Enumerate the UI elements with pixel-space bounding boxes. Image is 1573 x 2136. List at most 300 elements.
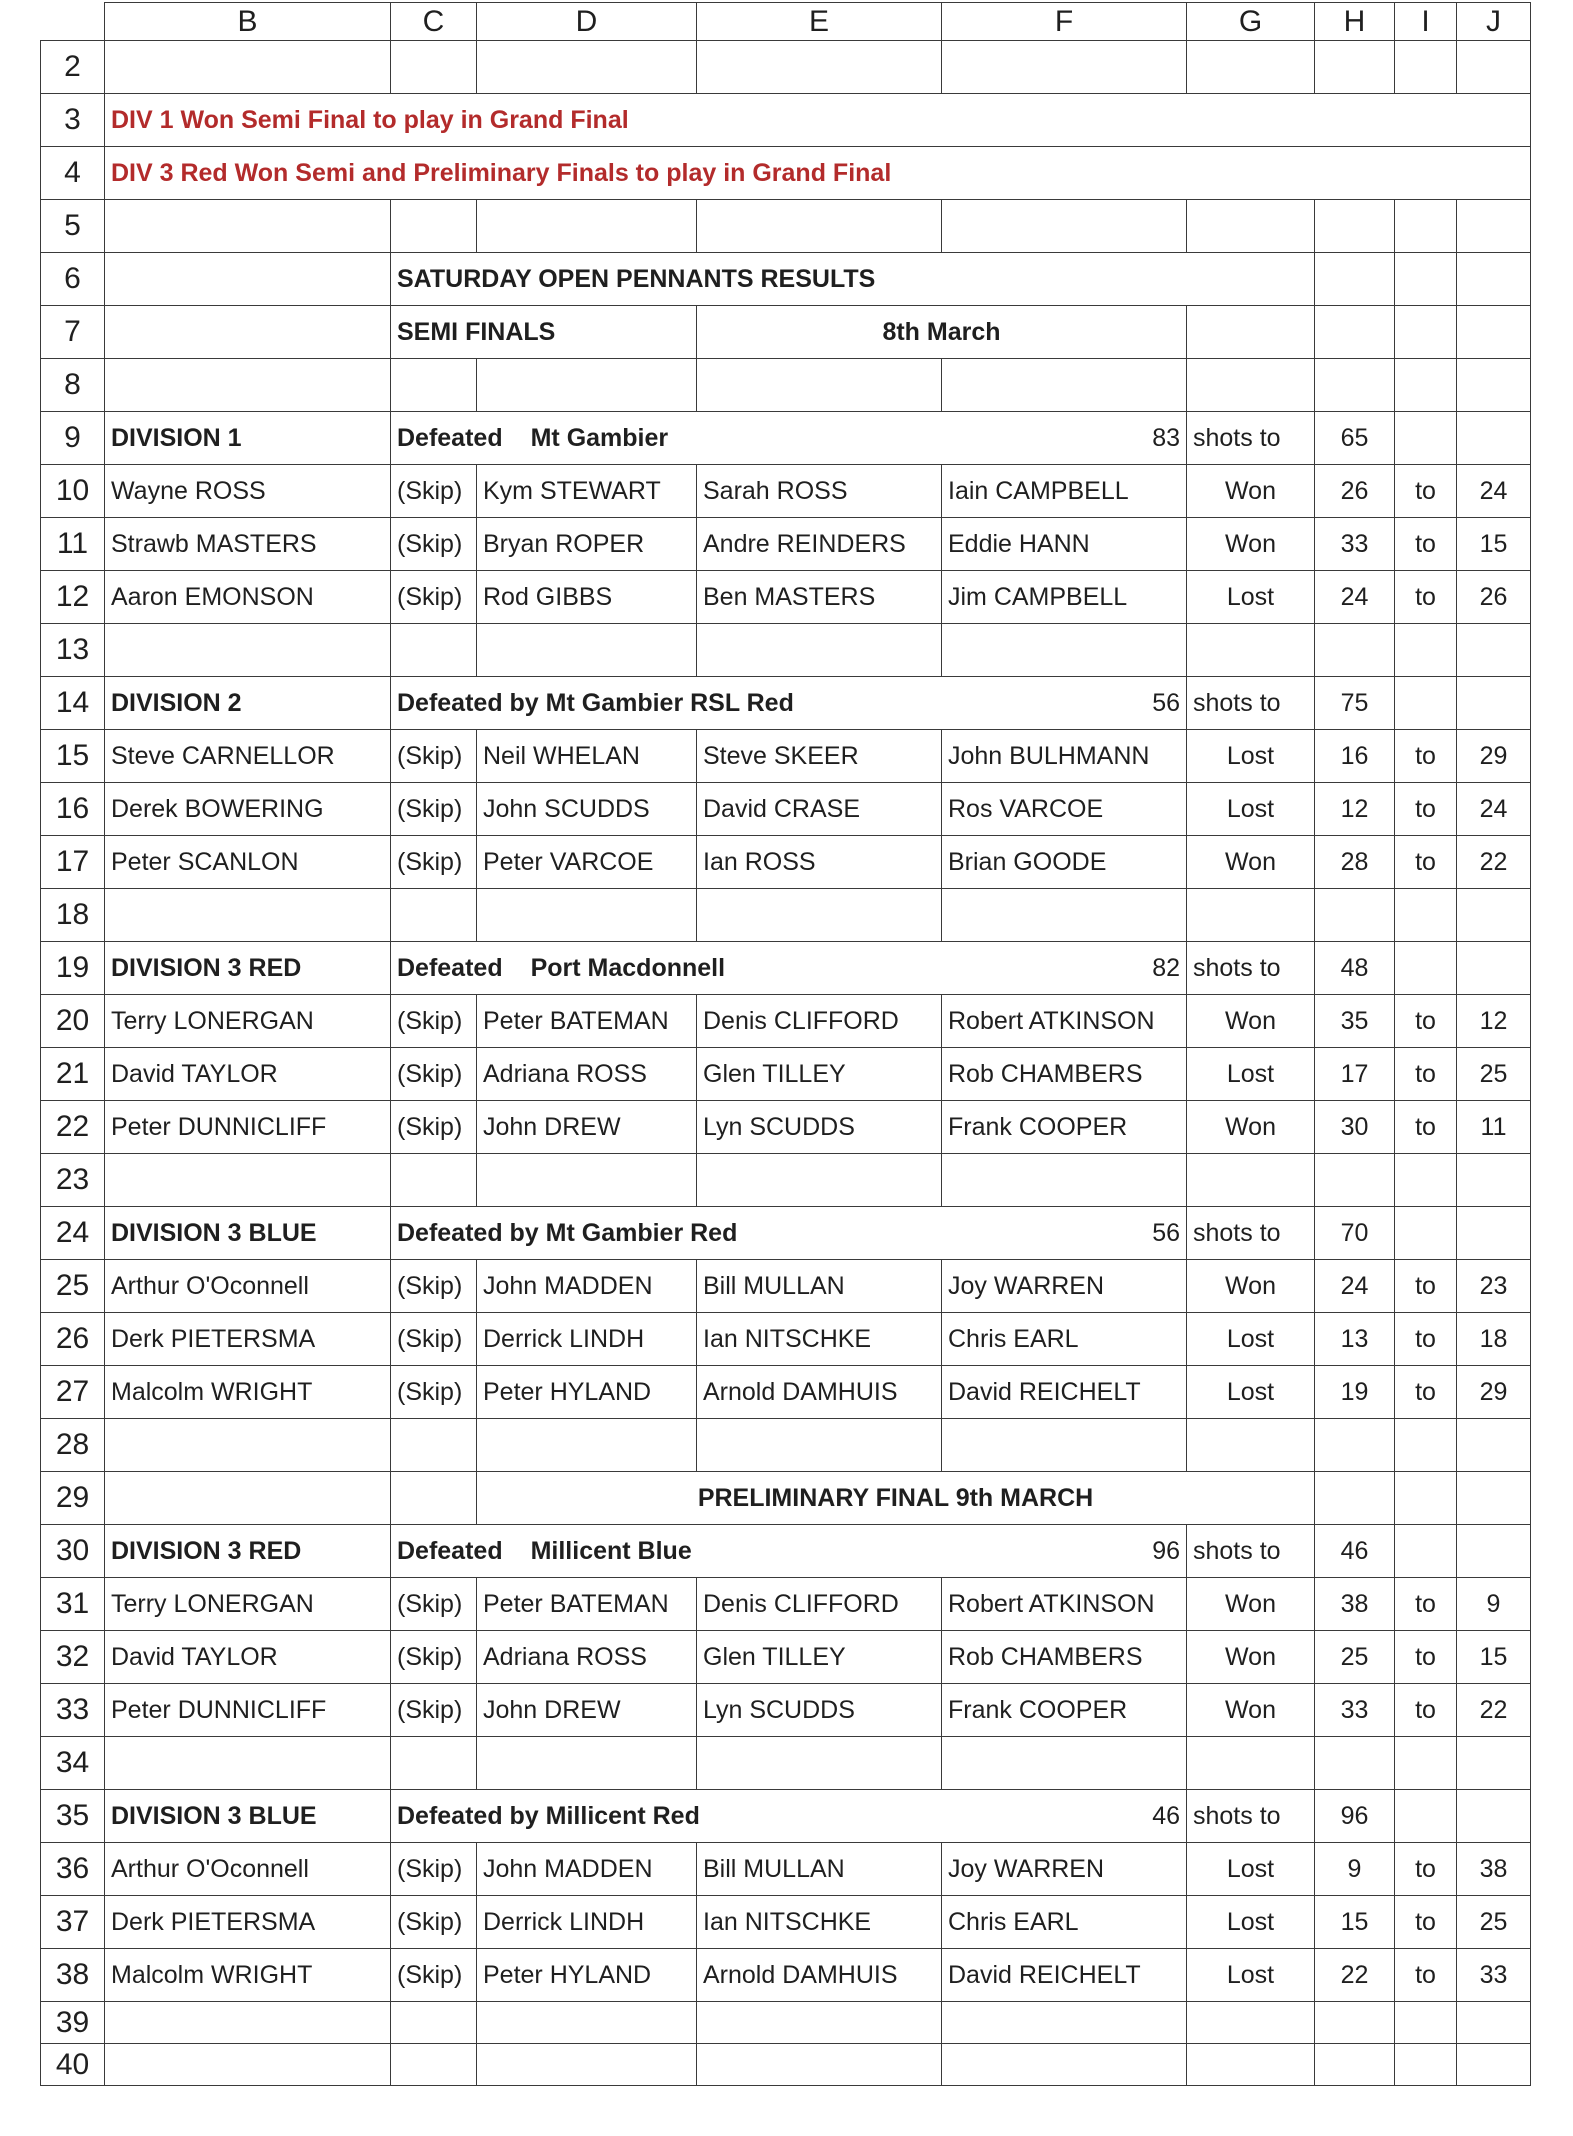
player-skip[interactable]: Peter BATEMAN xyxy=(477,995,697,1048)
rink-shots-for[interactable]: 13 xyxy=(1315,1313,1395,1366)
team-shots-for[interactable]: 96 xyxy=(942,1525,1187,1578)
player-second[interactable]: Denis CLIFFORD xyxy=(697,995,942,1048)
empty-cell[interactable] xyxy=(942,200,1187,253)
to-label[interactable]: to xyxy=(1395,1949,1457,2002)
player-skip[interactable]: Peter HYLAND xyxy=(477,1366,697,1419)
empty-cell[interactable] xyxy=(391,624,477,677)
to-label[interactable]: to xyxy=(1395,1313,1457,1366)
to-label[interactable]: to xyxy=(1395,1631,1457,1684)
player-skip[interactable]: Peter BATEMAN xyxy=(477,1578,697,1631)
empty-cell[interactable] xyxy=(1395,41,1457,94)
team-shots-against[interactable]: 65 xyxy=(1315,412,1395,465)
row-number[interactable]: 15 xyxy=(41,730,105,783)
row-number[interactable]: 13 xyxy=(41,624,105,677)
empty-cell[interactable] xyxy=(105,1419,391,1472)
player-lead[interactable]: Arthur O'Oconnell xyxy=(105,1260,391,1313)
player-second[interactable]: Glen TILLEY xyxy=(697,1631,942,1684)
empty-cell[interactable] xyxy=(477,2002,697,2044)
empty-cell[interactable] xyxy=(942,2002,1187,2044)
empty-cell[interactable] xyxy=(391,1419,477,1472)
rink-outcome[interactable]: Won xyxy=(1187,836,1315,889)
empty-cell[interactable] xyxy=(1457,41,1531,94)
empty-cell[interactable] xyxy=(1395,2044,1457,2086)
note-div3[interactable]: DIV 3 Red Won Semi and Preliminary Finals to play in Grand Final xyxy=(105,147,1531,200)
empty-cell[interactable] xyxy=(1395,1207,1457,1260)
prelim-heading[interactable]: PRELIMINARY FINAL 9th MARCH xyxy=(477,1472,1315,1525)
to-label[interactable]: to xyxy=(1395,1843,1457,1896)
empty-cell[interactable] xyxy=(1457,1154,1531,1207)
player-lead[interactable]: Strawb MASTERS xyxy=(105,518,391,571)
player-third[interactable]: Frank COOPER xyxy=(942,1101,1187,1154)
empty-cell[interactable] xyxy=(1457,2002,1531,2044)
row-number[interactable]: 27 xyxy=(41,1366,105,1419)
player-skip[interactable]: Neil WHELAN xyxy=(477,730,697,783)
player-skip[interactable]: John DREW xyxy=(477,1684,697,1737)
empty-cell[interactable] xyxy=(1395,2002,1457,2044)
rink-shots-against[interactable]: 15 xyxy=(1457,518,1531,571)
row-number[interactable]: 25 xyxy=(41,1260,105,1313)
rink-outcome[interactable]: Lost xyxy=(1187,1896,1315,1949)
rink-shots-against[interactable]: 25 xyxy=(1457,1896,1531,1949)
rink-outcome[interactable]: Won xyxy=(1187,1578,1315,1631)
rink-shots-for[interactable]: 15 xyxy=(1315,1896,1395,1949)
skip-label[interactable]: (Skip) xyxy=(391,1631,477,1684)
row-number[interactable]: 35 xyxy=(41,1790,105,1843)
to-label[interactable]: to xyxy=(1395,836,1457,889)
empty-cell[interactable] xyxy=(1457,1525,1531,1578)
rink-shots-for[interactable]: 24 xyxy=(1315,1260,1395,1313)
empty-cell[interactable] xyxy=(477,200,697,253)
rink-outcome[interactable]: Lost xyxy=(1187,783,1315,836)
rink-outcome[interactable]: Lost xyxy=(1187,1366,1315,1419)
player-third[interactable]: Robert ATKINSON xyxy=(942,995,1187,1048)
rink-outcome[interactable]: Won xyxy=(1187,465,1315,518)
empty-cell[interactable] xyxy=(105,2002,391,2044)
player-skip[interactable]: Rod GIBBS xyxy=(477,571,697,624)
rink-shots-against[interactable]: 29 xyxy=(1457,1366,1531,1419)
empty-cell[interactable] xyxy=(1395,942,1457,995)
empty-cell[interactable] xyxy=(477,359,697,412)
player-third[interactable]: Robert ATKINSON xyxy=(942,1578,1187,1631)
to-label[interactable]: to xyxy=(1395,783,1457,836)
column-header-c[interactable]: C xyxy=(391,3,477,41)
empty-cell[interactable] xyxy=(1457,359,1531,412)
rink-shots-for[interactable]: 12 xyxy=(1315,783,1395,836)
empty-cell[interactable] xyxy=(697,889,942,942)
empty-cell[interactable] xyxy=(105,41,391,94)
player-second[interactable]: Ian ROSS xyxy=(697,836,942,889)
empty-cell[interactable] xyxy=(105,1472,391,1525)
to-label[interactable]: to xyxy=(1395,1684,1457,1737)
rink-shots-against[interactable]: 33 xyxy=(1457,1949,1531,2002)
empty-cell[interactable] xyxy=(1187,624,1315,677)
row-number[interactable]: 23 xyxy=(41,1154,105,1207)
player-third[interactable]: Chris EARL xyxy=(942,1313,1187,1366)
empty-cell[interactable] xyxy=(1315,359,1395,412)
rink-shots-against[interactable]: 22 xyxy=(1457,1684,1531,1737)
player-skip[interactable]: Kym STEWART xyxy=(477,465,697,518)
player-lead[interactable]: Aaron EMONSON xyxy=(105,571,391,624)
rink-shots-for[interactable]: 17 xyxy=(1315,1048,1395,1101)
player-third[interactable]: Brian GOODE xyxy=(942,836,1187,889)
row-number[interactable]: 38 xyxy=(41,1949,105,2002)
rink-shots-against[interactable]: 23 xyxy=(1457,1260,1531,1313)
rink-shots-for[interactable]: 22 xyxy=(1315,1949,1395,2002)
empty-cell[interactable] xyxy=(1315,2044,1395,2086)
empty-cell[interactable] xyxy=(1457,200,1531,253)
to-label[interactable]: to xyxy=(1395,995,1457,1048)
row-number[interactable]: 21 xyxy=(41,1048,105,1101)
player-third[interactable]: David REICHELT xyxy=(942,1949,1187,2002)
empty-cell[interactable] xyxy=(942,1419,1187,1472)
empty-cell[interactable] xyxy=(697,2044,942,2086)
row-number[interactable]: 30 xyxy=(41,1525,105,1578)
skip-label[interactable]: (Skip) xyxy=(391,1578,477,1631)
empty-cell[interactable] xyxy=(391,1737,477,1790)
empty-cell[interactable] xyxy=(1315,1154,1395,1207)
empty-cell[interactable] xyxy=(1315,200,1395,253)
row-number[interactable]: 7 xyxy=(41,306,105,359)
empty-cell[interactable] xyxy=(1187,200,1315,253)
player-lead[interactable]: Peter DUNNICLIFF xyxy=(105,1101,391,1154)
empty-cell[interactable] xyxy=(477,624,697,677)
player-second[interactable]: Bill MULLAN xyxy=(697,1260,942,1313)
empty-cell[interactable] xyxy=(1395,677,1457,730)
player-third[interactable]: Ros VARCOE xyxy=(942,783,1187,836)
row-number[interactable]: 19 xyxy=(41,942,105,995)
rink-shots-against[interactable]: 24 xyxy=(1457,465,1531,518)
empty-cell[interactable] xyxy=(1187,359,1315,412)
round-label[interactable]: SEMI FINALS xyxy=(391,306,697,359)
to-label[interactable]: to xyxy=(1395,518,1457,571)
rink-outcome[interactable]: Lost xyxy=(1187,1048,1315,1101)
empty-cell[interactable] xyxy=(1457,889,1531,942)
empty-cell[interactable] xyxy=(1315,41,1395,94)
row-number[interactable]: 10 xyxy=(41,465,105,518)
team-shots-against[interactable]: 70 xyxy=(1315,1207,1395,1260)
team-shots-for[interactable]: 82 xyxy=(942,942,1187,995)
team-shots-against[interactable]: 48 xyxy=(1315,942,1395,995)
player-skip[interactable]: Adriana ROSS xyxy=(477,1631,697,1684)
column-header-h[interactable]: H xyxy=(1315,3,1395,41)
skip-label[interactable]: (Skip) xyxy=(391,730,477,783)
rink-shots-against[interactable]: 15 xyxy=(1457,1631,1531,1684)
empty-cell[interactable] xyxy=(105,2044,391,2086)
row-number[interactable]: 2 xyxy=(41,41,105,94)
row-number[interactable]: 32 xyxy=(41,1631,105,1684)
row-number[interactable]: 12 xyxy=(41,571,105,624)
empty-cell[interactable] xyxy=(477,41,697,94)
player-second[interactable]: Ben MASTERS xyxy=(697,571,942,624)
rink-shots-against[interactable]: 38 xyxy=(1457,1843,1531,1896)
empty-cell[interactable] xyxy=(1315,1472,1395,1525)
empty-cell[interactable] xyxy=(1457,942,1531,995)
rink-shots-for[interactable]: 33 xyxy=(1315,518,1395,571)
player-lead[interactable]: Malcolm WRIGHT xyxy=(105,1949,391,2002)
rink-outcome[interactable]: Won xyxy=(1187,1631,1315,1684)
rink-shots-for[interactable]: 24 xyxy=(1315,571,1395,624)
player-skip[interactable]: Derrick LINDH xyxy=(477,1313,697,1366)
player-third[interactable]: David REICHELT xyxy=(942,1366,1187,1419)
empty-cell[interactable] xyxy=(1457,253,1531,306)
player-second[interactable]: Sarah ROSS xyxy=(697,465,942,518)
empty-cell[interactable] xyxy=(105,624,391,677)
column-header-g[interactable]: G xyxy=(1187,3,1315,41)
to-label[interactable]: to xyxy=(1395,1048,1457,1101)
empty-cell[interactable] xyxy=(1457,1472,1531,1525)
rink-shots-against[interactable]: 9 xyxy=(1457,1578,1531,1631)
empty-cell[interactable] xyxy=(391,889,477,942)
skip-label[interactable]: (Skip) xyxy=(391,1101,477,1154)
rink-shots-against[interactable]: 12 xyxy=(1457,995,1531,1048)
to-label[interactable]: to xyxy=(1395,465,1457,518)
empty-cell[interactable] xyxy=(1315,1737,1395,1790)
match-result[interactable]: Defeated by Millicent Red xyxy=(391,1790,942,1843)
empty-cell[interactable] xyxy=(1457,2044,1531,2086)
player-lead[interactable]: David TAYLOR xyxy=(105,1048,391,1101)
player-third[interactable]: Rob CHAMBERS xyxy=(942,1631,1187,1684)
to-label[interactable]: to xyxy=(1395,1260,1457,1313)
empty-cell[interactable] xyxy=(697,624,942,677)
empty-cell[interactable] xyxy=(1395,1790,1457,1843)
empty-cell[interactable] xyxy=(1187,41,1315,94)
player-skip[interactable]: John MADDEN xyxy=(477,1260,697,1313)
round-date[interactable]: 8th March xyxy=(697,306,1187,359)
row-number[interactable]: 8 xyxy=(41,359,105,412)
row-number[interactable]: 40 xyxy=(41,2044,105,2086)
rink-outcome[interactable]: Lost xyxy=(1187,571,1315,624)
row-number[interactable]: 29 xyxy=(41,1472,105,1525)
empty-cell[interactable] xyxy=(1395,200,1457,253)
column-header-e[interactable]: E xyxy=(697,3,942,41)
shots-to-label[interactable]: shots to xyxy=(1187,1790,1315,1843)
rink-shots-against[interactable]: 29 xyxy=(1457,730,1531,783)
empty-cell[interactable] xyxy=(1457,677,1531,730)
empty-cell[interactable] xyxy=(105,1737,391,1790)
page-title[interactable]: SATURDAY OPEN PENNANTS RESULTS xyxy=(391,253,1315,306)
team-shots-for[interactable]: 56 xyxy=(942,677,1187,730)
empty-cell[interactable] xyxy=(1187,1737,1315,1790)
player-third[interactable]: Iain CAMPBELL xyxy=(942,465,1187,518)
player-skip[interactable]: John MADDEN xyxy=(477,1843,697,1896)
empty-cell[interactable] xyxy=(1457,1419,1531,1472)
player-third[interactable]: Joy WARREN xyxy=(942,1843,1187,1896)
empty-cell[interactable] xyxy=(1315,253,1395,306)
row-number[interactable]: 37 xyxy=(41,1896,105,1949)
empty-cell[interactable] xyxy=(477,889,697,942)
empty-cell[interactable] xyxy=(1457,1737,1531,1790)
empty-cell[interactable] xyxy=(1395,1419,1457,1472)
row-number[interactable]: 24 xyxy=(41,1207,105,1260)
empty-cell[interactable] xyxy=(391,200,477,253)
to-label[interactable]: to xyxy=(1395,1366,1457,1419)
empty-cell[interactable] xyxy=(942,889,1187,942)
empty-cell[interactable] xyxy=(1457,306,1531,359)
player-skip[interactable]: Peter VARCOE xyxy=(477,836,697,889)
row-number[interactable]: 9 xyxy=(41,412,105,465)
player-second[interactable]: Arnold DAMHUIS xyxy=(697,1949,942,2002)
empty-cell[interactable] xyxy=(1395,1737,1457,1790)
empty-cell[interactable] xyxy=(391,2002,477,2044)
empty-cell[interactable] xyxy=(1395,253,1457,306)
match-result[interactable]: Defeated by Mt Gambier RSL Red xyxy=(391,677,942,730)
row-number[interactable]: 16 xyxy=(41,783,105,836)
rink-shots-against[interactable]: 11 xyxy=(1457,1101,1531,1154)
empty-cell[interactable] xyxy=(1395,1472,1457,1525)
rink-shots-against[interactable]: 24 xyxy=(1457,783,1531,836)
row-number[interactable]: 26 xyxy=(41,1313,105,1366)
player-second[interactable]: Glen TILLEY xyxy=(697,1048,942,1101)
empty-cell[interactable] xyxy=(1395,624,1457,677)
column-header-j[interactable]: J xyxy=(1457,3,1531,41)
match-result[interactable] xyxy=(391,412,942,465)
rink-outcome[interactable]: Won xyxy=(1187,1684,1315,1737)
player-lead[interactable]: Arthur O'Oconnell xyxy=(105,1843,391,1896)
column-header-d[interactable]: D xyxy=(477,3,697,41)
column-header-i[interactable]: I xyxy=(1395,3,1457,41)
skip-label[interactable]: (Skip) xyxy=(391,465,477,518)
column-header-b[interactable]: B xyxy=(105,3,391,41)
skip-label[interactable]: (Skip) xyxy=(391,995,477,1048)
player-second[interactable]: Ian NITSCHKE xyxy=(697,1896,942,1949)
empty-cell[interactable] xyxy=(1457,1207,1531,1260)
rink-shots-against[interactable]: 18 xyxy=(1457,1313,1531,1366)
rink-shots-against[interactable]: 25 xyxy=(1457,1048,1531,1101)
empty-cell[interactable] xyxy=(105,306,391,359)
row-number[interactable]: 4 xyxy=(41,147,105,200)
empty-cell[interactable] xyxy=(1395,412,1457,465)
empty-cell[interactable] xyxy=(477,1154,697,1207)
division-name[interactable]: DIVISION 1 xyxy=(105,412,391,465)
shots-to-label[interactable]: shots to xyxy=(1187,942,1315,995)
player-second[interactable]: Ian NITSCHKE xyxy=(697,1313,942,1366)
division-name[interactable]: DIVISION 3 RED xyxy=(105,1525,391,1578)
empty-cell[interactable] xyxy=(1187,889,1315,942)
empty-cell[interactable] xyxy=(1315,1419,1395,1472)
rink-shots-for[interactable]: 25 xyxy=(1315,1631,1395,1684)
empty-cell[interactable] xyxy=(697,1154,942,1207)
player-lead[interactable]: Peter SCANLON xyxy=(105,836,391,889)
rink-outcome[interactable]: Won xyxy=(1187,518,1315,571)
player-second[interactable]: Lyn SCUDDS xyxy=(697,1101,942,1154)
rink-shots-for[interactable]: 26 xyxy=(1315,465,1395,518)
to-label[interactable]: to xyxy=(1395,571,1457,624)
player-second[interactable]: Andre REINDERS xyxy=(697,518,942,571)
rink-shots-for[interactable]: 28 xyxy=(1315,836,1395,889)
rink-outcome[interactable]: Lost xyxy=(1187,1949,1315,2002)
row-number[interactable]: 20 xyxy=(41,995,105,1048)
rink-outcome[interactable]: Lost xyxy=(1187,1843,1315,1896)
empty-cell[interactable] xyxy=(477,2044,697,2086)
empty-cell[interactable] xyxy=(105,200,391,253)
row-number[interactable]: 14 xyxy=(41,677,105,730)
player-lead[interactable]: Terry LONERGAN xyxy=(105,995,391,1048)
empty-cell[interactable] xyxy=(1187,2002,1315,2044)
empty-cell[interactable] xyxy=(1187,2044,1315,2086)
empty-cell[interactable] xyxy=(1187,1154,1315,1207)
row-number[interactable]: 36 xyxy=(41,1843,105,1896)
player-third[interactable]: Joy WARREN xyxy=(942,1260,1187,1313)
division-name[interactable]: DIVISION 3 BLUE xyxy=(105,1790,391,1843)
team-shots-for[interactable]: 46 xyxy=(942,1790,1187,1843)
player-lead[interactable]: David TAYLOR xyxy=(105,1631,391,1684)
team-shots-for[interactable]: 56 xyxy=(942,1207,1187,1260)
skip-label[interactable]: (Skip) xyxy=(391,1684,477,1737)
empty-cell[interactable] xyxy=(1315,2002,1395,2044)
column-header-f[interactable]: F xyxy=(942,3,1187,41)
skip-label[interactable]: (Skip) xyxy=(391,1843,477,1896)
player-third[interactable]: Frank COOPER xyxy=(942,1684,1187,1737)
to-label[interactable]: to xyxy=(1395,1896,1457,1949)
empty-cell[interactable] xyxy=(942,624,1187,677)
empty-cell[interactable] xyxy=(1315,306,1395,359)
empty-cell[interactable] xyxy=(1395,306,1457,359)
empty-cell[interactable] xyxy=(942,1737,1187,1790)
player-second[interactable]: Steve SKEER xyxy=(697,730,942,783)
empty-cell[interactable] xyxy=(697,2002,942,2044)
empty-cell[interactable] xyxy=(105,253,391,306)
player-second[interactable]: Arnold DAMHUIS xyxy=(697,1366,942,1419)
empty-cell[interactable] xyxy=(1395,359,1457,412)
empty-cell[interactable] xyxy=(105,1154,391,1207)
skip-label[interactable]: (Skip) xyxy=(391,1896,477,1949)
player-third[interactable]: Eddie HANN xyxy=(942,518,1187,571)
row-number[interactable]: 28 xyxy=(41,1419,105,1472)
skip-label[interactable]: (Skip) xyxy=(391,783,477,836)
match-result[interactable] xyxy=(391,1525,942,1578)
empty-cell[interactable] xyxy=(697,1419,942,1472)
empty-cell[interactable] xyxy=(942,359,1187,412)
player-second[interactable]: David CRASE xyxy=(697,783,942,836)
skip-label[interactable]: (Skip) xyxy=(391,836,477,889)
skip-label[interactable]: (Skip) xyxy=(391,1260,477,1313)
team-shots-against[interactable]: 75 xyxy=(1315,677,1395,730)
empty-cell[interactable] xyxy=(1315,889,1395,942)
empty-cell[interactable] xyxy=(391,1154,477,1207)
player-third[interactable]: Rob CHAMBERS xyxy=(942,1048,1187,1101)
empty-cell[interactable] xyxy=(1187,1419,1315,1472)
shots-to-label[interactable]: shots to xyxy=(1187,412,1315,465)
row-number[interactable]: 5 xyxy=(41,200,105,253)
rink-shots-for[interactable]: 33 xyxy=(1315,1684,1395,1737)
row-number[interactable]: 31 xyxy=(41,1578,105,1631)
player-lead[interactable]: Wayne ROSS xyxy=(105,465,391,518)
player-second[interactable]: Denis CLIFFORD xyxy=(697,1578,942,1631)
player-skip[interactable]: John DREW xyxy=(477,1101,697,1154)
empty-cell[interactable] xyxy=(1395,1154,1457,1207)
match-result[interactable]: Defeated by Mt Gambier Red xyxy=(391,1207,942,1260)
player-skip[interactable]: Bryan ROPER xyxy=(477,518,697,571)
rink-outcome[interactable]: Lost xyxy=(1187,730,1315,783)
rink-shots-against[interactable]: 26 xyxy=(1457,571,1531,624)
row-number[interactable]: 18 xyxy=(41,889,105,942)
player-lead[interactable]: Derk PIETERSMA xyxy=(105,1896,391,1949)
player-lead[interactable]: Terry LONERGAN xyxy=(105,1578,391,1631)
row-number[interactable]: 33 xyxy=(41,1684,105,1737)
row-number[interactable]: 3 xyxy=(41,94,105,147)
player-skip[interactable]: Peter HYLAND xyxy=(477,1949,697,2002)
row-number[interactable]: 39 xyxy=(41,2002,105,2044)
team-shots-against[interactable]: 96 xyxy=(1315,1790,1395,1843)
rink-shots-for[interactable]: 38 xyxy=(1315,1578,1395,1631)
empty-cell[interactable] xyxy=(1457,412,1531,465)
empty-cell[interactable] xyxy=(391,41,477,94)
rink-shots-for[interactable]: 16 xyxy=(1315,730,1395,783)
player-lead[interactable]: Peter DUNNICLIFF xyxy=(105,1684,391,1737)
shots-to-label[interactable]: shots to xyxy=(1187,1525,1315,1578)
rink-shots-for[interactable]: 9 xyxy=(1315,1843,1395,1896)
player-lead[interactable]: Steve CARNELLOR xyxy=(105,730,391,783)
